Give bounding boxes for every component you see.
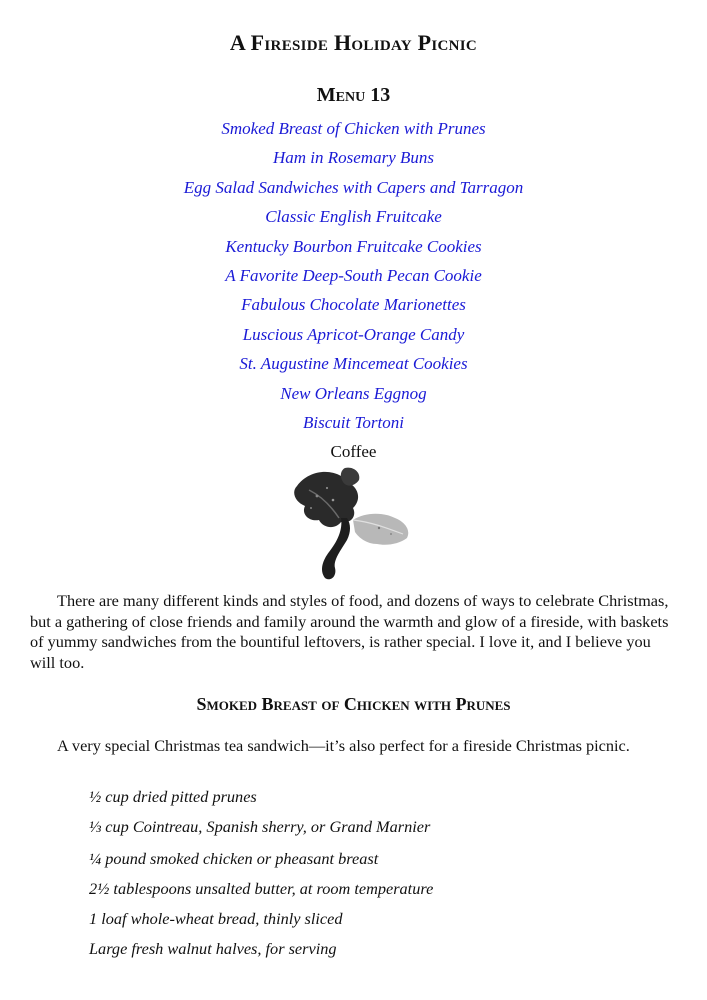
menu-link-bourbon-cookies[interactable]: Kentucky Bourbon Fruitcake Cookies [225,236,482,256]
ingredient-item: Large fresh walnut halves, for serving [89,939,337,958]
ingredient-item: ½ cup dried pitted prunes [89,787,257,806]
menu-link-smoked-chicken[interactable]: Smoked Breast of Chicken with Prunes [221,119,486,138]
menu-link-mincemeat-cookies[interactable]: St. Augustine Mincemeat Cookies [239,354,468,374]
menu-link-chocolate-marionettes[interactable]: Fabulous Chocolate Marionettes [241,295,466,315]
menu-link-ham-rosemary-buns[interactable]: Ham in Rosemary Buns [272,148,434,168]
menu-link-pecan-cookie[interactable]: A Favorite Deep-South Pecan Cookie [225,265,482,285]
recipe-description: A very special Christmas tea sandwich—it’s also perfect for a fireside Christmas picnic. [57,736,630,755]
recipe-heading: Smoked Breast of Chicken with Prunes [196,694,511,714]
menu-link-egg-salad[interactable]: Egg Salad Sandwiches with Capers and Tarragon [183,177,524,197]
menu-list [0,114,707,467]
menu-heading: Menu 13 [316,84,391,106]
holly-leaf-icon [287,466,417,584]
ingredient-item: ¼ pound smoked chicken or pheasant breast [89,849,379,868]
ingredient-list [89,786,433,968]
intro-paragraph: There are many different kinds and styles of food, and dozens of ways to celebrate Christmas, but a gathering of close friends and family around the warmth and glow of a fireside, with baskets of yummy sandwiches from the bountiful leftovers, is rather special. I love it, and I believe you will too. [30,591,669,672]
menu-item-coffee: Coffee [330,442,377,462]
menu-link-apricot-candy[interactable]: Luscious Apricot-Orange Candy [242,324,465,344]
menu-link-english-fruitcake[interactable]: Classic English Fruitcake [265,207,442,227]
menu-link-biscuit-tortoni[interactable]: Biscuit Tortoni [303,412,404,432]
ingredient-item: 2½ tablespoons unsalted butter, at room temperature [89,879,434,898]
page-title: A Fireside Holiday Picnic [229,30,478,55]
menu-link-eggnog[interactable]: New Orleans Eggnog [280,383,427,403]
ingredient-item: ⅓ cup Cointreau, Spanish sherry, or Grand Marnier [89,817,431,836]
ingredient-item: 1 loaf whole-wheat bread, thinly sliced [89,909,343,928]
